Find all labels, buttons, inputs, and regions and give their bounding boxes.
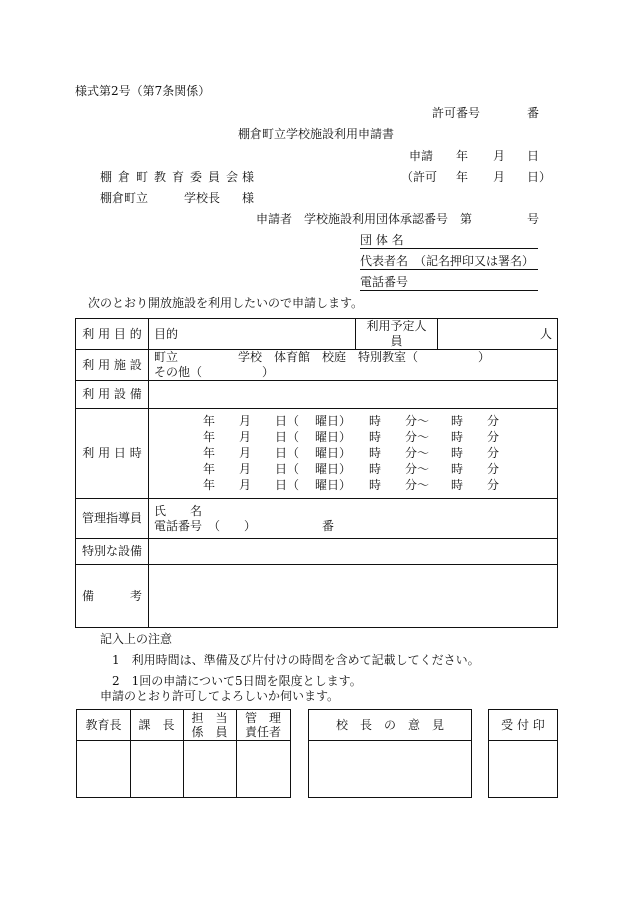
facility-line-2: その他（ ） [154,365,275,379]
apply-month: 月 [493,149,506,163]
applicant-number-suffix: 号 [527,212,540,226]
application-table [75,318,558,628]
apply-day: 日 [527,149,540,163]
notes-title: 記入上の注意 [100,632,173,646]
approval-request-text: 申請のとおり許可してよろしいか伺います。 [100,689,340,703]
addressee-board-sama: 様 [242,170,255,184]
permit-number-label: 許可番号 [432,106,481,120]
datetime-label: 利 用 日 時 [76,409,149,499]
facility-label: 利 用 施 設 [76,350,149,381]
special-equipment-label: 特別な設備 [76,539,149,565]
supervisor-name-label: 氏 名 [154,503,203,518]
phone-label: 電話番号 [360,275,409,289]
datetime-row: 年 月 日（ 曜日） 時 分～ 時 分 [203,477,500,492]
datetime-row: 年 月 日（ 曜日） 時 分～ 時 分 [203,413,500,428]
superintendent-label: 教育長 [85,717,122,732]
facility-line-1: 町立 学校 体育館 校庭 特別教室（ ） [154,350,491,364]
purpose-value: 目的 [154,326,179,341]
people-unit: 人 [539,326,552,341]
purpose-field [149,319,356,350]
principal-opinion-box [308,709,472,798]
facility-field [149,350,558,381]
permit-date-label: （許可 [401,170,438,184]
reception-stamp-box [488,709,558,798]
staff-label: 担 当 係 員 [191,710,228,739]
note-item: 1 利用時間は、準備及び片付けの時間を含めて記載してください。 [112,653,480,667]
permit-year: 年 [456,170,469,184]
addressee-board: 棚倉町教育委員会 [100,170,245,184]
supervisor-phone-label: 電話番号 （ ） 番 [154,518,335,533]
addressee-school-suffix: 学校長 [184,191,221,205]
planned-people-field [438,319,558,350]
apply-year: 年 [456,149,469,163]
remarks-field [149,565,558,628]
section-chief-label: 課 長 [138,717,175,732]
datetime-row: 年 月 日（ 曜日） 時 分～ 時 分 [203,445,500,460]
addressee-school-prefix: 棚倉町立 [100,191,149,205]
form-title: 棚倉町立学校施設利用申請書 [238,127,395,141]
apply-date-label: 申請 [409,149,434,163]
group-name-field [360,233,538,249]
principal-opinion-label: 校 長 の 意 見 [335,717,444,732]
special-equipment-field [149,539,558,565]
datetime-row: 年 月 日（ 曜日） 時 分～ 時 分 [203,461,500,476]
datetime-row: 年 月 日（ 曜日） 時 分～ 時 分 [203,429,500,444]
intro-text: 次のとおり開放施設を利用したいので申請します。 [88,296,364,310]
note-item: 2 1回の申請について5日間を限度とします。 [112,674,362,688]
datetime-field [149,409,558,499]
approval-stamp-box [76,709,291,798]
remarks-label: 備 考 [76,565,149,628]
equipment-label: 利 用 設 備 [76,381,149,409]
permit-number-suffix: 番 [527,106,540,120]
applicant-approval-number: 申請者 学校施設利用団体承認番号 第 [256,212,473,226]
planned-people-label: 利用予定人員 [356,319,438,350]
addressee-school-sama: 様 [242,191,255,205]
purpose-label: 利 用 目 的 [76,319,149,350]
permit-month: 月 [493,170,506,184]
equipment-field [149,381,558,409]
permit-day: 日） [527,170,552,184]
group-name-label: 団 体 名 [360,233,404,247]
representative-field [360,254,538,270]
supervisor-field [149,499,558,539]
representative-label: 代表者名 （記名押印又は署名） [360,254,535,268]
manager-label: 管 理 責任者 [244,710,281,739]
supervisor-label: 管理指導員 [76,499,149,539]
phone-field [360,275,538,291]
reception-stamp-label: 受 付 印 [501,717,545,732]
form-number: 様式第2号（第7条関係） [75,84,211,98]
